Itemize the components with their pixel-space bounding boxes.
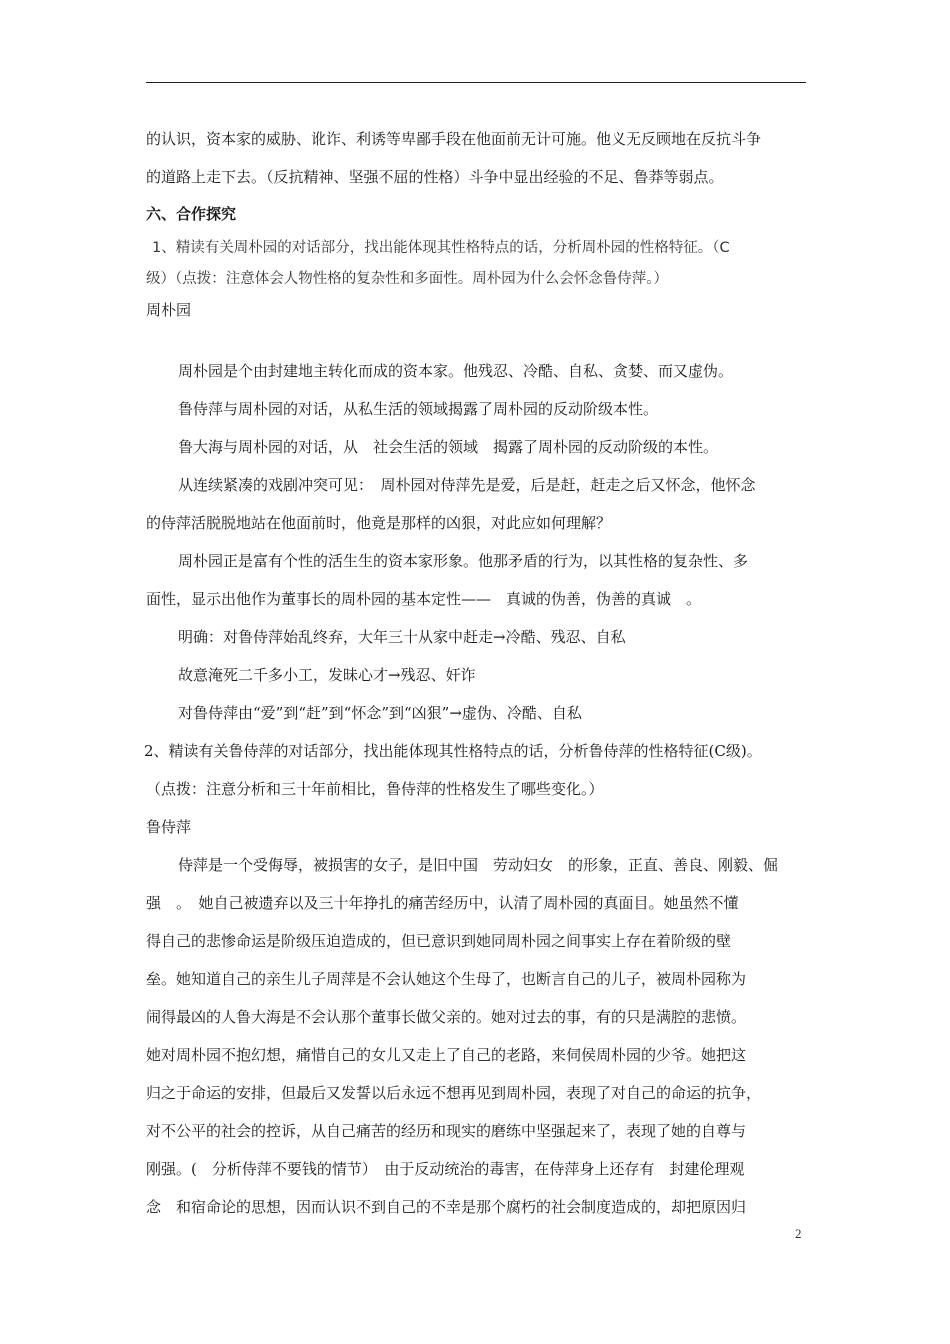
page-number: 2 [795, 1226, 802, 1241]
document-body [146, 120, 808, 1226]
paragraph-line: 闹得最凶的人鲁大海是不会认那个董事长做父亲的。她对过去的事，有的只是满腔的悲愤。 [146, 1008, 747, 1026]
question-2-hint: （点拨：注意分析和三十年前相比，鲁侍萍的性格发生了哪些变化。） [146, 780, 604, 798]
question-2-line: 2、精读有关鲁侍萍的对话部分，找出能体现其性格特点的话，分析鲁侍萍的性格特征(C级)。 [144, 742, 762, 760]
paragraph-line: 念 和宿命论的思想，因而认识不到自己的不幸是那个腐朽的社会制度造成的，却把原因归 [146, 1198, 747, 1216]
paragraph-line: 的认识，资本家的威胁、讹诈、利诱等卑鄙手段在他面前无计可施。他义无反顾地在反抗斗争 [146, 130, 762, 148]
paragraph-line: 面性，显示出他作为董事长的周朴园的基本定性—— 真诚的伪善，伪善的真诚 。 [146, 590, 702, 608]
paragraph-line: 故意淹死二千多小工，发昧心才→残忍、奸诈 [178, 666, 476, 684]
question-1-hint: 级）（点拨：注意体会人物性格的复杂性和多面性。周朴园为什么会怀念鲁侍萍。） [146, 271, 668, 287]
section-heading: 六、合作探究 [146, 205, 237, 223]
subheading-lu-shiping: 鲁侍萍 [146, 818, 192, 836]
paragraph-line: 的侍萍活脱脱地站在他面前时，他竟是那样的凶狠，对此应如何理解？ [146, 514, 612, 532]
paragraph-line: 强 。 她自己被遗弃以及三十年挣扎的痛苦经历中，认清了周朴园的真面目。她虽然不懂 [146, 894, 739, 912]
paragraph-line: 从连续紧凑的戏剧冲突可见： 周朴园对侍萍先是爱，后是赶，赶走之后又怀念，他怀念 [178, 476, 756, 494]
paragraph-line: 周朴园是个由封建地主转化而成的资本家。他残忍、冷酷、自私、贪婪、而又虚伪。 [178, 362, 734, 380]
question-1-line: 1、精读有关周朴园的对话部分，找出能体现其性格特点的话，分析周朴园的性格特征。（C [152, 240, 730, 256]
subheading-zhou-puyuan: 周朴园 [146, 301, 192, 319]
paragraph-line: 周朴园正是富有个性的活生生的资本家形象。他那矛盾的行为，以其性格的复杂性、多 [178, 552, 749, 570]
paragraph-line: 的道路上走下去。（反抗精神、坚强不屈的性格）斗争中显出经验的不足、鲁莽等弱点。 [146, 168, 724, 186]
paragraph-line: 鲁大海与周朴园的对话，从 社会生活的领域 揭露了周朴园的反动阶级的本性。 [178, 438, 719, 456]
paragraph-line: 垒。她知道自己的亲生儿子周萍是不会认她这个生母了，也断言自己的儿子，被周朴园称为 [146, 970, 747, 988]
paragraph-line: 鲁侍萍与周朴园的对话，从私生活的领域揭露了周朴园的反动阶级本性。 [178, 400, 659, 418]
paragraph-line: 得自己的悲惨命运是阶级压迫造成的，但已意识到她同周朴园之间事实上存在着阶级的壁 [146, 932, 732, 950]
paragraph-line: 归之于命运的安排，但最后又发誓以后永远不想再见到周朴园，表现了对自己的命运的抗争， [146, 1084, 762, 1102]
header-rule [146, 82, 806, 83]
paragraph-line: 对不公平的社会的控诉，从自己痛苦的经历和现实的磨练中坚强起来了，表现了她的自尊与 [146, 1122, 747, 1140]
paragraph-line: 侍萍是一个受侮辱，被损害的女子，是旧中国 劳动妇女 的形象，正直、善良、刚毅、倔 [178, 856, 779, 874]
paragraph-line: 对鲁侍萍由“爱”到“赶”到“怀念”到“凶狠”→虚伪、冷酷、自私 [178, 704, 582, 722]
paragraph-line: 刚强。( 分析侍萍不要钱的情节） 由于反动统治的毒害，在侍萍身上还存有 封建伦理观 [146, 1160, 745, 1178]
paragraph-line: 明确：对鲁侍萍始乱终弃，大年三十从家中赶走→冷酷、残忍、自私 [178, 628, 626, 646]
paragraph-line: 她对周朴园不抱幻想，痛惜自己的女儿又走上了自己的老路，来伺侯周朴园的少爷。她把这 [146, 1046, 747, 1064]
